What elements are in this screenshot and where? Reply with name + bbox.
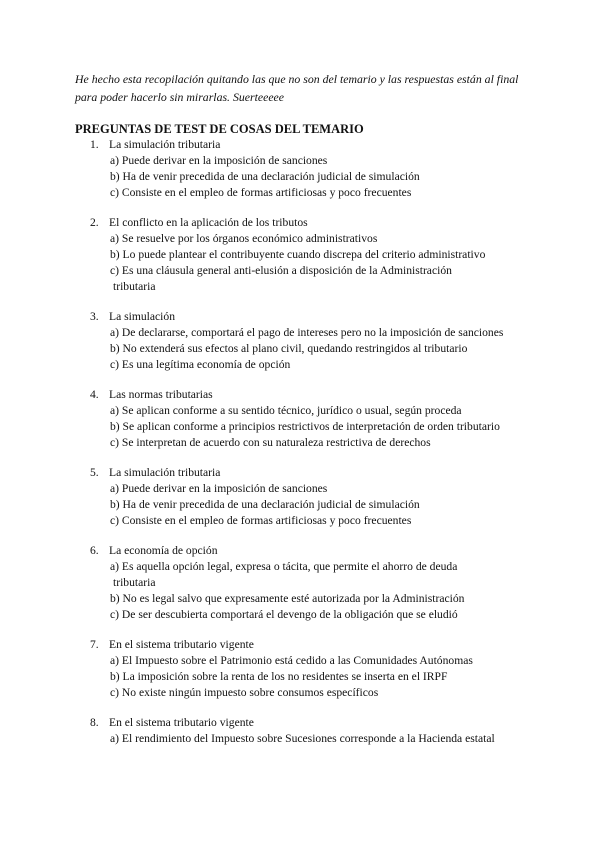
question-stem: Las normas tributarias [109,388,213,401]
option-a: a) Se resuelve por los órganos económico administrativos [110,232,378,245]
option-c-text: c) Es una cláusula general anti-elusión a disposición de la Administración [110,264,452,277]
option-a-continuation: tributaria [113,576,156,589]
option-list [0,153,600,201]
option-b: b) Ha de venir precedida de una declaración judicial de simulación [110,498,420,511]
option-a [0,559,600,591]
intro-note [75,70,555,106]
option-list [0,325,600,373]
option-list [0,731,600,747]
option-a: a) El Impuesto sobre el Patrimonio está cedido a las Comunidades Autónomas [110,654,473,667]
option-a-text: a) Es aquella opción legal, expresa o tácita, que permite el ahorro de deuda [110,560,458,573]
option-b: b) No extenderá sus efectos al plano civil, quedando restringidos al tributario [110,342,468,355]
option-a: a) El rendimiento del Impuesto sobre Sucesiones corresponde a la Hacienda estatal [110,732,495,745]
intro-line-1: He hecho esta recopilación quitando las que no son del temario y las respuestas están al final [75,72,519,86]
question-2 [0,215,600,295]
option-list [0,403,600,451]
option-c: c) Es una legítima economía de opción [110,358,291,371]
question-stem: En el sistema tributario vigente [109,716,254,729]
question-stem: La simulación tributaria [109,466,221,479]
option-b: b) La imposición sobre la renta de los no residentes se inserta en el IRPF [110,670,448,683]
question-number: 2. [90,216,99,229]
question-number: 3. [90,310,99,323]
question-5 [0,465,600,529]
option-b: b) Ha de venir precedida de una declaración judicial de simulación [110,170,420,183]
option-list [0,231,600,295]
option-b: b) Lo puede plantear el contribuyente cuando discrepa del criterio administrativo [110,248,486,261]
question-stem: El conflicto en la aplicación de los tributos [109,216,308,229]
question-stem: La economía de opción [109,544,218,557]
option-c: c) De ser descubierta comportará el devengo de la obligación que se eludió [110,608,458,621]
option-c: c) No existe ningún impuesto sobre consumos específicos [110,686,379,699]
question-7 [0,637,600,701]
question-stem: En el sistema tributario vigente [109,638,254,651]
question-number: 1. [90,138,99,151]
question-1 [0,137,600,201]
question-4 [0,387,600,451]
option-b: b) No es legal salvo que expresamente esté autorizada por la Administración [110,592,465,605]
question-number: 8. [90,716,99,729]
option-c-continuation: tributaria [113,280,156,293]
question-number: 5. [90,466,99,479]
option-b: b) Se aplican conforme a principios restrictivos de interpretación de orden tributario [110,420,500,433]
option-c: c) Consiste en el empleo de formas artificiosas y poco frecuentes [110,186,412,199]
option-a: a) De declararse, comportará el pago de intereses pero no la imposición de sanciones [110,326,504,339]
question-6 [0,543,600,623]
question-stem: La simulación tributaria [109,138,221,151]
option-c: c) Consiste en el empleo de formas artificiosas y poco frecuentes [110,514,412,527]
option-c [0,263,600,295]
option-a: a) Puede derivar en la imposición de sanciones [110,154,328,167]
question-8 [0,715,600,747]
option-list [0,653,600,701]
intro-line-2: para poder hacerlo sin mirarlas. Suerteeeee [75,90,285,104]
question-list [0,137,600,761]
question-3 [0,309,600,373]
option-c: c) Se interpretan de acuerdo con su naturaleza restrictiva de derechos [110,436,431,449]
question-number: 7. [90,638,99,651]
option-a: a) Se aplican conforme a su sentido técnico, jurídico o usual, según proceda [110,404,462,417]
section-title: PREGUNTAS DE TEST DE COSAS DEL TEMARIO [75,122,364,136]
question-stem: La simulación [109,310,176,323]
option-a: a) Puede derivar en la imposición de sanciones [110,482,328,495]
question-number: 6. [90,544,99,557]
question-number: 4. [90,388,99,401]
option-list [0,481,600,529]
option-list [0,559,600,623]
